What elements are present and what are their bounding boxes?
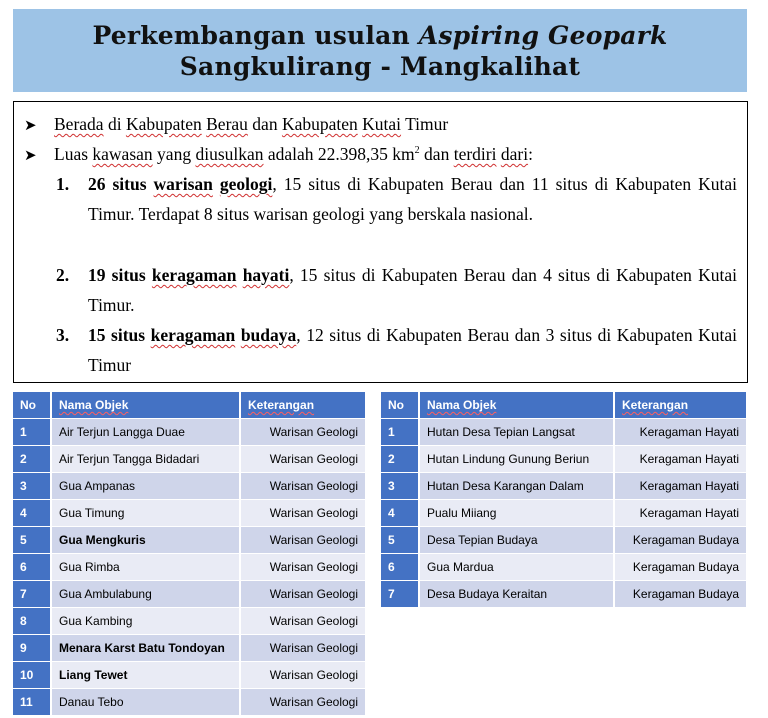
- cell-name: Desa Budaya Keraitan: [419, 581, 614, 608]
- cell-name: Pualu Miiang: [419, 500, 614, 527]
- arrow-bullet-icon: ➤: [24, 118, 37, 134]
- cell-ket: Warisan Geologi: [240, 635, 366, 662]
- cell-no: 10: [13, 662, 51, 689]
- table-keragaman: [381, 392, 748, 607]
- cell-ket: Warisan Geologi: [240, 446, 366, 473]
- col-header-ket: Keterangan: [240, 392, 366, 419]
- cell-name: Air Terjun Langga Duae: [51, 419, 240, 446]
- cell-no: 3: [13, 473, 51, 500]
- table-row: [13, 500, 366, 527]
- list-item-hayati: 2. 19 situs keragaman hayati, 15 situs di Kabupaten Berau dan 4 situs di Kabupaten Kutai Timur.: [56, 265, 737, 316]
- table-row: [381, 419, 747, 446]
- cell-no: 1: [13, 419, 51, 446]
- col-header-no: No: [13, 392, 51, 419]
- cell-ket: Keragaman Hayati: [614, 500, 747, 527]
- title-italic: Aspiring Geopark: [418, 20, 668, 50]
- cell-ket: Keragaman Budaya: [614, 554, 747, 581]
- cell-name: Gua Kambing: [51, 608, 240, 635]
- cell-no: 7: [381, 581, 419, 608]
- cell-name: Gua Mengkuris: [51, 527, 240, 554]
- cell-name: Gua Rimba: [51, 554, 240, 581]
- table-row: [381, 446, 747, 473]
- cell-ket: Keragaman Hayati: [614, 446, 747, 473]
- title-banner: [13, 9, 747, 92]
- cell-ket: Keragaman Budaya: [614, 527, 747, 554]
- table-row: [381, 527, 747, 554]
- cell-name: Gua Mardua: [419, 554, 614, 581]
- table-row: [13, 689, 366, 716]
- cell-name: Danau Tebo: [51, 689, 240, 716]
- cell-no: 4: [13, 500, 51, 527]
- cell-ket: Warisan Geologi: [240, 608, 366, 635]
- table-geologi: [13, 392, 367, 715]
- table-row: [13, 527, 366, 554]
- cell-ket: Keragaman Hayati: [614, 419, 747, 446]
- table-row: [13, 554, 366, 581]
- cell-ket: Warisan Geologi: [240, 527, 366, 554]
- cell-ket: Warisan Geologi: [240, 500, 366, 527]
- cell-name: Gua Timung: [51, 500, 240, 527]
- table-row: [13, 581, 366, 608]
- list-item-geologi: 1. 26 situs warisan geologi, 15 situs di Kabupaten Berau dan 11 situs di Kabupaten Kutai Timur. Terdapat 8 situs warisan geologi yang berskala nasional.: [56, 174, 737, 225]
- cell-no: 8: [13, 608, 51, 635]
- table-row: [381, 500, 747, 527]
- list-item-budaya: 3. 15 situs keragaman budaya, 12 situs di Kabupaten Berau dan 3 situs di Kabupaten Kutai Timur: [56, 325, 738, 376]
- cell-no: 7: [13, 581, 51, 608]
- cell-no: 6: [381, 554, 419, 581]
- cell-ket: Keragaman Budaya: [614, 581, 747, 608]
- cell-no: 5: [13, 527, 51, 554]
- cell-no: 3: [381, 473, 419, 500]
- cell-name: Hutan Desa Tepian Langsat: [419, 419, 614, 446]
- cell-no: 5: [381, 527, 419, 554]
- col-header-ket: Keterangan: [614, 392, 747, 419]
- table-row: [381, 554, 747, 581]
- col-header-no: No: [381, 392, 419, 419]
- cell-ket: Warisan Geologi: [240, 689, 366, 716]
- cell-no: 2: [381, 446, 419, 473]
- cell-ket: Warisan Geologi: [240, 581, 366, 608]
- cell-name: Gua Ambulabung: [51, 581, 240, 608]
- col-header-name: Nama Objek: [419, 392, 614, 419]
- table-row: [381, 581, 747, 608]
- cell-name: Air Terjun Tangga Bidadari: [51, 446, 240, 473]
- bullet-area: ➤ Luas kawasan yang diusulkan adalah 22.398,35 $km^2$ dan terdiri dari:: [24, 139, 533, 171]
- table-header: [381, 392, 747, 419]
- cell-ket: Warisan Geologi: [240, 419, 366, 446]
- cell-no: 6: [13, 554, 51, 581]
- cell-name: Hutan Desa Karangan Dalam: [419, 473, 614, 500]
- table-row: [13, 446, 366, 473]
- cell-ket: Warisan Geologi: [240, 554, 366, 581]
- title-line-1: Perkembangan usulan Aspiring Geopark: [92, 20, 668, 50]
- arrow-bullet-icon: ➤: [24, 148, 37, 164]
- col-header-name: Nama Objek: [51, 392, 240, 419]
- cell-ket: Warisan Geologi: [240, 662, 366, 689]
- cell-no: 11: [13, 689, 51, 716]
- cell-name: Gua Ampanas: [51, 473, 240, 500]
- table-row: [13, 662, 366, 689]
- cell-ket: Warisan Geologi: [240, 473, 366, 500]
- info-box: [13, 101, 748, 383]
- cell-no: 9: [13, 635, 51, 662]
- cell-name: Desa Tepian Budaya: [419, 527, 614, 554]
- table-row: [13, 608, 366, 635]
- cell-name: Liang Tewet: [51, 662, 240, 689]
- cell-name: Menara Karst Batu Tondoyan: [51, 635, 240, 662]
- cell-ket: Keragaman Hayati: [614, 473, 747, 500]
- table-row: [13, 419, 366, 446]
- cell-no: 2: [13, 446, 51, 473]
- title-line-2: Sangkulirang - Mangkalihat: [179, 51, 581, 81]
- table-row: [13, 473, 366, 500]
- cell-no: 4: [381, 500, 419, 527]
- table-header: [13, 392, 366, 419]
- bullet-location: ➤ Berada di Kabupaten Berau dan Kabupaten Kutai Timur: [24, 109, 448, 141]
- table-row: [13, 635, 366, 662]
- cell-name: Hutan Lindung Gunung Beriun: [419, 446, 614, 473]
- table-row: [381, 473, 747, 500]
- cell-no: 1: [381, 419, 419, 446]
